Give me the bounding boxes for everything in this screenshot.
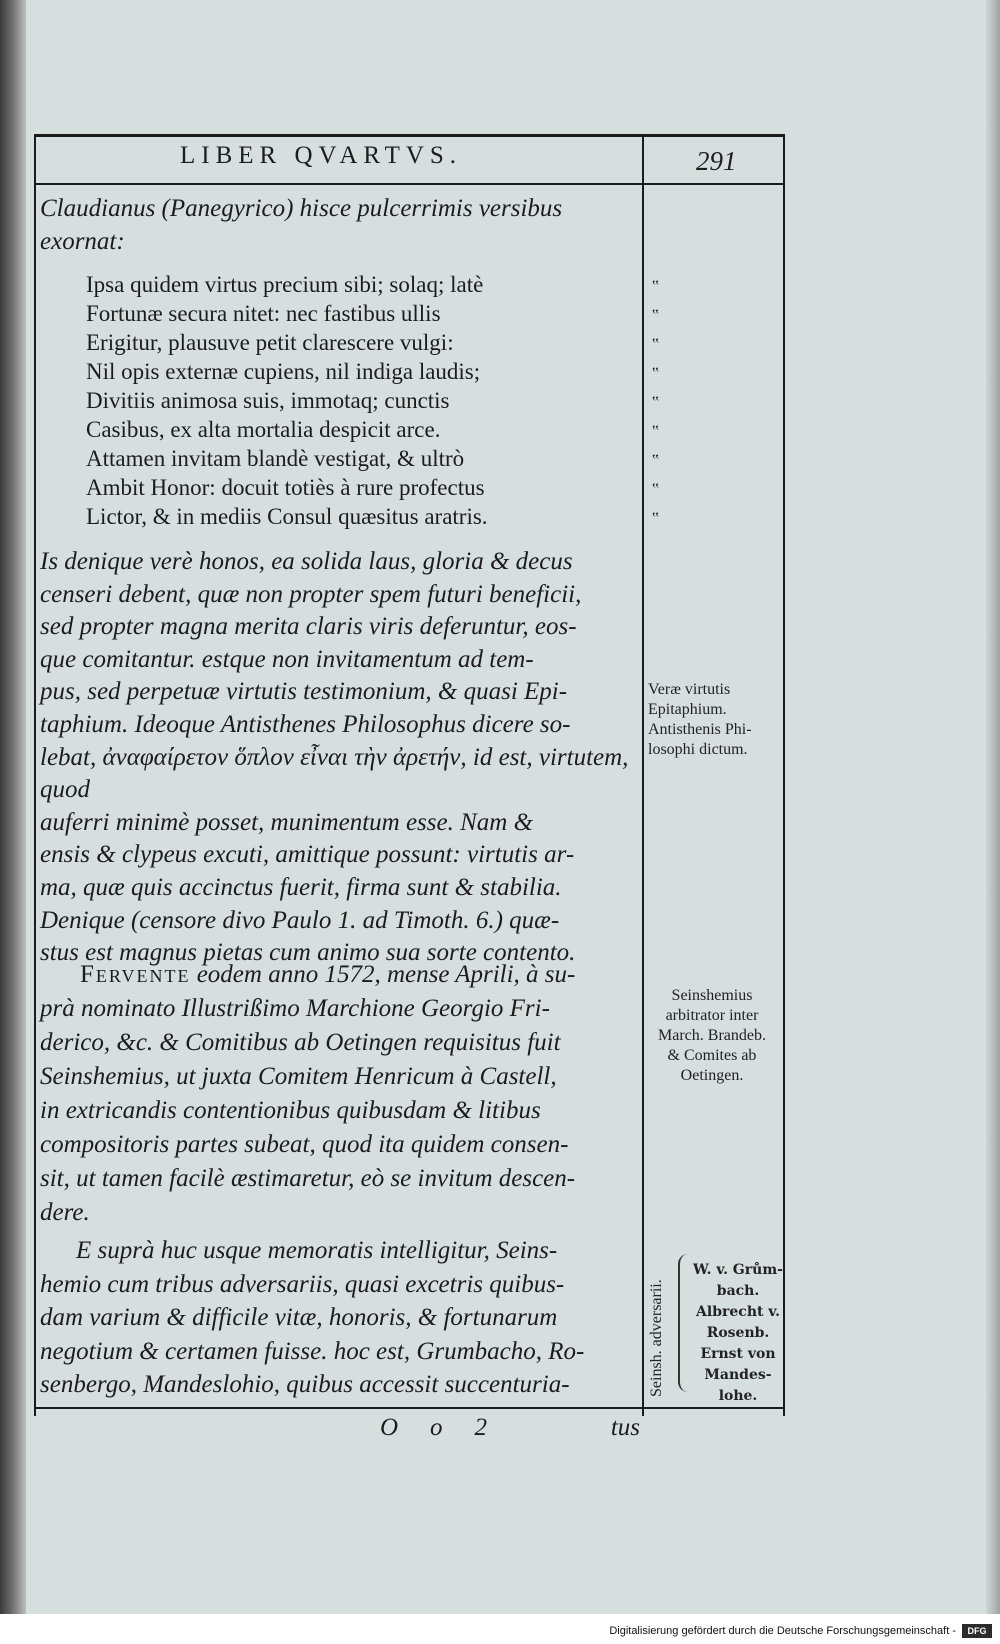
note-line: W. v. Grům- [693,1262,783,1278]
text-line: sit, ut tamen facilè æstimaretur, eò se invitum descen- [40,1165,576,1192]
text-line: senbergo, Mandeslohio, quibus accessit succenturia- [40,1371,570,1398]
note-line: Veræ virtutis [648,681,731,698]
quote-mark: ‟ [652,510,660,527]
note-line: arbitrator inter [665,1007,759,1024]
quote-mark: ‟ [652,365,660,382]
text-line: auferri minimè posset, munimentum esse. Nam & [40,808,534,836]
note-line: lohe. [718,1388,758,1404]
margin-note-adversaries-list [690,1260,786,1407]
quote-mark: ‟ [652,452,660,469]
text-line: ensis & clypeus excuti, amittique possunt: virtutis ar- [40,841,575,869]
page-edge [986,0,1000,1644]
intro-paragraph: Claudianus (Panegyrico) hisce pulcerrimis versibus exornat: [40,195,563,255]
top-rule [34,134,784,137]
spine-shadow [0,0,26,1644]
signature-mark: o [430,1414,443,1441]
verse-line: Divitiis animosa suis, immotaq; cunctis [86,388,450,413]
text-line: taphium. Ideoque Antisthenes Philosophus dicere so- [40,710,571,738]
signature-mark: O [380,1414,399,1441]
note-line: & Comites ab [667,1047,757,1064]
quotation-marks-column [652,272,672,533]
quote-mark: ‟ [652,307,660,324]
catchword: tus [610,1414,640,1441]
running-header: LIBER QVARTVS. [180,142,463,169]
margin-note-epitaphium [648,680,778,760]
right-border [783,134,785,1416]
verse-line: Erigitur, plausuve petit clarescere vulgi: [86,330,454,355]
text-line: Denique (censore divo Paulo 1. ad Timoth. 6.) quæ- [40,906,560,934]
quote-mark: ‟ [652,481,660,498]
signature-mark: 2 [474,1414,487,1441]
lead-word: Fervente [80,961,191,988]
paragraph-honos [40,546,640,970]
brace [678,1254,690,1392]
note-line: Rosenb. [706,1325,770,1341]
note-line: Seinshemius [671,987,753,1004]
text-line [40,958,640,992]
funding-notice: Digitalisierung gefördert durch die Deutsche Forschungsgemeinschaft - [609,1625,956,1637]
text-line: compositoris partes subeat, quod ita quidem consen- [40,1131,569,1158]
verse-line: Nil opis externæ cupiens, nil indiga laudis; [86,359,481,384]
verse-line: Fortunæ secura nitet: nec fastibus ullis [86,301,441,326]
quote-mark: ‟ [652,336,660,353]
paragraph-fervente [40,958,640,1230]
text-line: sed propter magna merita claris viris deferuntur, eos- [40,613,577,641]
note-line: bach. [716,1283,760,1299]
verse-block [86,270,636,531]
note-line: March. Brandeb. [658,1027,766,1044]
verse-line: Ambit Honor: docuit totiès à rure profectus [86,475,485,500]
text-line: negotium & certamen fuisse. hoc est, Grumbacho, Ro- [40,1337,585,1365]
verse-line: Attamen invitam blandè vestigat, & ultrò [86,446,465,471]
text-line: hemio cum tribus adversariis, quasi excetris quibus- [40,1270,565,1298]
dfg-logo: DFG [962,1624,992,1638]
note-line: Albrecht v. [696,1304,780,1320]
text-line: dam varium & difficile vitæ, honoris, & fortunarum [40,1304,558,1331]
quote-mark: ‟ [652,394,660,411]
verse-line: Ipsa quidem virtus precium sibi; solaq; latè [86,272,484,297]
page-number: 291 [696,146,737,176]
quote-mark: ‟ [652,423,660,440]
note-line: Ernst von [700,1346,776,1362]
quote-mark: ‟ [652,278,660,295]
text-line: in extricandis contentionibus quibusdam & litibus [40,1097,541,1124]
verse-line: Lictor, & in mediis Consul quæsitus aratris. [86,504,488,529]
column-divider [642,134,644,1416]
note-line: Oetingen. [680,1067,744,1084]
signature-and-catchword [380,1414,640,1442]
text-line: ma, quæ quis accinctus fuerit, firma sunt & stabilia. [40,873,562,901]
text-line: stus est magnus pietas cum animo sua sorte contento. [40,939,576,967]
paragraph-adversarii [40,1234,640,1402]
note-line: Epitaphium. [648,701,727,718]
margin-note-adversarii-vertical: Seinsh. adversarii. [648,1279,665,1397]
text-line: censeri debent, quæ non propter spem futuri beneficii, [40,580,582,608]
note-line: Mandes- [704,1367,772,1383]
bottom-rule [34,1407,784,1409]
text-line: que comitantur. estque non invitamentum ad tem- [40,645,534,673]
text-line: derico, &c. & Comitibus ab Oetingen requisitus fuit [40,1029,561,1056]
text-line: lebat, ἀναφαίρετον ὅπλον εἶναι τὴν ἀρετήν, id est, virtutem, quod [40,743,629,804]
text-line: Seinshemius, ut juxta Comitem Henricum à Castell, [40,1063,557,1090]
text-line: dere. [40,1199,90,1226]
footer-bar [0,1614,1000,1644]
header-underline [34,183,784,185]
left-border [34,134,36,1416]
text-line: prà nominato Illustrißimo Marchione Georgio Fri- [40,995,550,1022]
verse-line: Casibus, ex alta mortalia despicit arce. [86,417,441,442]
text-line: E suprà huc usque memoratis intelligitur, Seins- [76,1237,558,1264]
note-line: Antisthenis Phi- [648,721,752,738]
text-line: Is denique verè honos, ea solida laus, gloria & decus [40,548,573,575]
text-fragment: eodem anno 1572, mense Aprili, à su- [196,961,576,988]
margin-note-arbitrator [648,986,776,1086]
text-line: pus, sed perpetuæ virtutis testimonium, & quasi Epi- [40,678,568,706]
note-line: losophi dictum. [648,741,748,758]
